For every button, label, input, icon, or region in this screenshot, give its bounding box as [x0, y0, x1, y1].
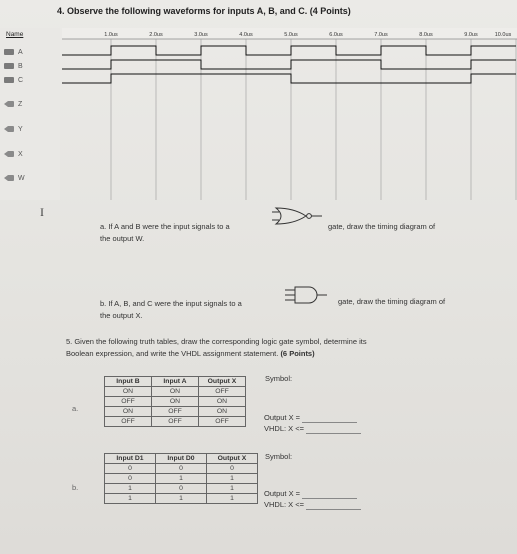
- time-label: 9.0us: [464, 32, 478, 38]
- table-cell: ON: [105, 407, 152, 417]
- signal-row-z[interactable]: [4, 99, 22, 109]
- table-b-output-label: Output X =: [264, 489, 301, 498]
- vhdl-answer-blank[interactable]: [306, 427, 361, 434]
- table-header: Output X: [207, 454, 258, 464]
- output-pin-icon: [4, 101, 14, 107]
- table-row: [105, 474, 258, 484]
- table-row: [105, 417, 246, 427]
- table-row: [105, 407, 246, 417]
- time-label: 3.0us: [194, 32, 208, 38]
- signal-name: W: [18, 174, 25, 182]
- input-pin-icon: [4, 49, 14, 55]
- part-a-text-2: gate, draw the timing diagram of: [328, 222, 436, 231]
- table-header-row: [105, 377, 246, 387]
- table-a-output-label: Output X =: [264, 413, 301, 422]
- signal-row-x[interactable]: [4, 149, 23, 159]
- signal-row-w[interactable]: [4, 173, 25, 183]
- time-label: 10.0us: [494, 32, 512, 38]
- table-row: [105, 494, 258, 504]
- output-pin-icon: [4, 175, 14, 181]
- table-cell: ON: [152, 387, 199, 397]
- table-cell: 1: [105, 484, 156, 494]
- waveform-area[interactable]: [62, 28, 517, 200]
- table-cell: OFF: [105, 397, 152, 407]
- table-row: [105, 387, 246, 397]
- table-row: [105, 397, 246, 407]
- table-cell: 1: [156, 474, 207, 484]
- input-pin-icon: [4, 63, 14, 69]
- time-label: 8.0us: [419, 32, 433, 38]
- table-a-output-line: [264, 412, 357, 423]
- signal-row-b[interactable]: [4, 61, 23, 71]
- question-5-line-2-text: Boolean expression, and write the VHDL assignment statement.: [66, 349, 279, 358]
- text-cursor-icon: I: [40, 205, 44, 219]
- table-header: Output X: [199, 377, 246, 387]
- table-cell: OFF: [105, 417, 152, 427]
- table-cell: ON: [199, 407, 246, 417]
- table-header-row: [105, 454, 258, 464]
- part-b-text-3: the output X.: [100, 311, 143, 320]
- table-cell: ON: [152, 397, 199, 407]
- question-5-line-1: 5. Given the following truth tables, draw the corresponding logic gate symbol, determine its: [66, 337, 367, 346]
- part-a-text-3: the output W.: [100, 234, 145, 243]
- time-label: 7.0us: [374, 32, 388, 38]
- table-cell: 0: [105, 464, 156, 474]
- table-row: [105, 464, 258, 474]
- table-a-vhdl-label: VHDL: X <=: [264, 424, 305, 433]
- signal-name: C: [18, 76, 24, 84]
- signal-row-c[interactable]: [4, 75, 23, 85]
- table-cell: OFF: [199, 387, 246, 397]
- table-a-symbol-label: Symbol:: [265, 374, 293, 383]
- signal-name: X: [18, 150, 23, 158]
- name-column-header: Name: [6, 31, 24, 38]
- time-label: 1.0us: [104, 32, 118, 38]
- table-cell: ON: [105, 387, 152, 397]
- table-cell: 0: [156, 484, 207, 494]
- question-4-title: 4. Observe the following waveforms for inputs A, B, and C. (4 Points): [57, 6, 351, 16]
- table-cell: OFF: [152, 407, 199, 417]
- input-pin-icon: [4, 77, 14, 83]
- table-b-vhdl-label: VHDL: X <=: [264, 500, 305, 509]
- table-b-vhdl-line: [264, 499, 361, 510]
- table-cell: 1: [207, 484, 258, 494]
- table-row: [105, 484, 258, 494]
- nor-gate-icon: [272, 206, 326, 226]
- table-cell: 0: [156, 464, 207, 474]
- table-header: Input D1: [105, 454, 156, 464]
- output-answer-blank[interactable]: [302, 416, 357, 423]
- time-label: 2.0us: [149, 32, 163, 38]
- table-cell: 1: [207, 494, 258, 504]
- signal-name: Z: [18, 100, 23, 108]
- output-pin-icon: [4, 126, 14, 132]
- signal-name: A: [18, 48, 23, 56]
- table-header: Input D0: [156, 454, 207, 464]
- table-header: Input B: [105, 377, 152, 387]
- table-b-label: b.: [72, 483, 79, 492]
- time-label: 6.0us: [329, 32, 343, 38]
- table-cell: 1: [156, 494, 207, 504]
- part-b-text-1: b. If A, B, and C were the input signals to a: [100, 299, 242, 308]
- waveform-trace-c: [62, 74, 516, 83]
- vhdl-answer-blank[interactable]: [306, 503, 361, 510]
- waveform-simulator: [0, 28, 517, 200]
- table-cell: ON: [199, 397, 246, 407]
- signal-row-y[interactable]: [4, 124, 23, 134]
- table-cell: 0: [207, 464, 258, 474]
- part-b-text-2: gate, draw the timing diagram of: [338, 297, 446, 306]
- and-gate-icon: [285, 285, 337, 305]
- table-header: Input A: [152, 377, 199, 387]
- signal-name-column: [0, 28, 60, 200]
- signal-name: Y: [18, 125, 23, 133]
- truth-table-a: [104, 376, 246, 427]
- table-a-vhdl-line: [264, 423, 361, 434]
- table-cell: OFF: [199, 417, 246, 427]
- table-cell: 1: [105, 494, 156, 504]
- question-5-points: (6 Points): [280, 349, 315, 358]
- truth-table-b: [104, 453, 258, 504]
- waveform-trace-b: [62, 60, 516, 69]
- time-label: 5.0us: [284, 32, 298, 38]
- waveform-trace-a: [62, 46, 516, 55]
- table-a-label: a.: [72, 404, 79, 413]
- table-b-symbol-label: Symbol:: [265, 452, 293, 461]
- signal-name: B: [18, 62, 23, 70]
- output-pin-icon: [4, 151, 14, 157]
- signal-row-a[interactable]: [4, 47, 23, 57]
- output-answer-blank[interactable]: [302, 492, 357, 499]
- table-b-output-line: [264, 488, 357, 499]
- part-a-text-1: a. If A and B were the input signals to a: [100, 222, 230, 231]
- time-label: 4.0us: [239, 32, 253, 38]
- question-5-line-2: [66, 348, 315, 359]
- table-cell: 1: [207, 474, 258, 484]
- table-cell: OFF: [152, 417, 199, 427]
- table-cell: 0: [105, 474, 156, 484]
